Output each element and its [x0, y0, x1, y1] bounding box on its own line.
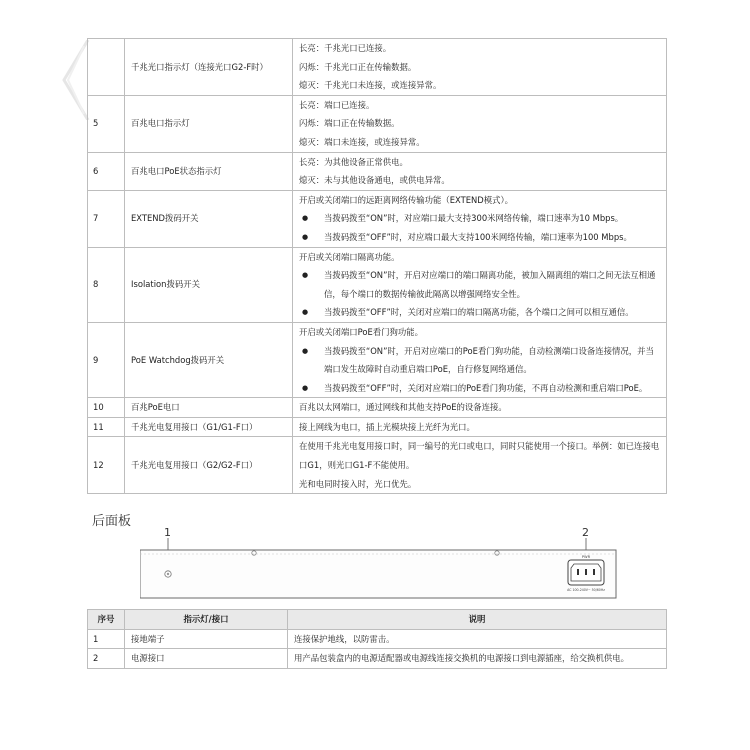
bullet-icon: ● — [302, 232, 309, 241]
header-desc: 说明 — [288, 610, 667, 630]
bullet-text: 当拨码拨至“ON”时，开启对应端口的PoE看门狗功能，自动检测端口设备连接情况，并当端口发生故障时自动重启端口PoE，自行修复网络通信。 — [324, 345, 654, 375]
row-number: 7 — [88, 190, 125, 247]
table-row — [88, 417, 667, 437]
row-description: 连接保护地线，以防雷击。 — [288, 629, 667, 649]
bullet-icon: ● — [302, 383, 309, 392]
row-number: 2 — [88, 649, 125, 669]
row-number: 6 — [88, 152, 125, 190]
bullet-text: 当拨码拨至“OFF”时，关闭对应端口的端口隔离功能，各个端口之间可以相互通信。 — [324, 307, 634, 318]
indicator-table — [87, 38, 667, 494]
row-name: 电源接口 — [125, 649, 288, 669]
row-description — [293, 39, 667, 96]
row-description — [293, 417, 667, 437]
description-intro: 开启或关闭端口隔离功能。 — [299, 251, 400, 262]
row-name: 千兆光口指示灯（连接光口G2-F时） — [125, 39, 293, 96]
row-name: 千兆光电复用接口（G2/G2-F口） — [125, 437, 293, 494]
row-description — [293, 152, 667, 190]
row-name: 接地端子 — [125, 629, 288, 649]
row-description — [293, 190, 667, 247]
row-name: Isolation拨码开关 — [125, 247, 293, 322]
row-description — [293, 437, 667, 494]
section-title-rear-panel: 后面板 — [92, 514, 132, 529]
callout-2: 2 — [582, 526, 589, 539]
row-name: EXTEND拨码开关 — [125, 190, 293, 247]
description-line: 光和电同时接入时，光口优先。 — [299, 478, 417, 489]
bullet-icon: ● — [302, 214, 309, 223]
table-row — [88, 247, 667, 322]
bullet-item — [299, 228, 660, 247]
row-number: 10 — [88, 398, 125, 418]
power-socket-icon — [568, 560, 604, 585]
page-fold-decoration — [58, 40, 90, 120]
row-description — [293, 398, 667, 418]
bullet-text: 当拨码拨至“OFF”时，对应端口最大支持100米网络传输，端口速率为100 Mbps。 — [324, 231, 632, 242]
description-line: 在使用千兆光电复用接口时，同一编号的光口或电口，同时只能使用一个接口。举例：如已连接电口G1，则光口G1-F不能使用。 — [299, 441, 660, 471]
description-intro: 开启或关闭端口PoE看门狗功能。 — [299, 326, 424, 337]
description-line: 长亮：千兆光口已连接。 — [299, 43, 392, 53]
table-row — [88, 152, 667, 190]
table-row — [88, 322, 667, 397]
row-number: 11 — [88, 417, 125, 437]
row-description — [293, 95, 667, 152]
description-line: 长亮：为其他设备正常供电。 — [299, 156, 408, 167]
description-line: 熄灭：端口未连接，或连接异常。 — [299, 136, 425, 147]
description-line: 熄灭：未与其他设备通电，或供电异常。 — [299, 175, 450, 186]
description-line: 闪烁：端口正在传输数据。 — [299, 118, 400, 129]
description-line: 接上网线为电口，插上光模块接上光纤为光口。 — [299, 421, 475, 432]
row-name: 千兆光电复用接口（G1/G1-F口） — [125, 417, 293, 437]
description-line: 闪烁：千兆光口正在传输数据。 — [299, 61, 417, 72]
description-line: 百兆以太网端口，通过网线和其他支持PoE的设备连接。 — [299, 402, 507, 413]
description-line: 长亮：端口已连接。 — [299, 99, 375, 110]
table-row — [88, 398, 667, 418]
description-line: 熄灭：千兆光口未连接，或连接异常。 — [299, 80, 442, 91]
row-name: PoE Watchdog拨码开关 — [125, 322, 293, 397]
row-name: 百兆电口指示灯 — [125, 95, 293, 152]
bullet-item — [299, 303, 660, 322]
callout-1: 1 — [164, 526, 171, 539]
row-description: 用产品包装盒内的电源适配器或电源线连接交换机的电源接口到电源插座，给交换机供电。 — [288, 649, 667, 669]
bullet-icon: ● — [302, 271, 309, 280]
table-row — [88, 629, 667, 649]
row-number: 5 — [88, 95, 125, 152]
table-row — [88, 190, 667, 247]
table-row — [88, 649, 667, 669]
row-description — [293, 247, 667, 322]
row-number: 8 — [88, 247, 125, 322]
row-name: 百兆电口PoE状态指示灯 — [125, 152, 293, 190]
row-name: 百兆PoE电口 — [125, 398, 293, 418]
bullet-text: 当拨码拨至“ON”时，开启对应端口的端口隔离功能，被加入隔离组的端口之间无法互相通信，每个端口的数据传输彼此隔离以增强网络安全性。 — [324, 270, 656, 299]
bullet-text: 当拨码拨至“ON”时，对应端口最大支持300米网络传输，端口速率为10 Mbps。 — [324, 213, 624, 224]
pwr-label: PWR — [581, 555, 591, 559]
table-row — [88, 95, 667, 152]
row-number: 1 — [88, 629, 125, 649]
bullet-icon: ● — [302, 346, 309, 355]
bullet-icon: ● — [302, 308, 309, 317]
row-number: 9 — [88, 322, 125, 397]
row-number — [88, 39, 125, 96]
row-number: 12 — [88, 437, 125, 494]
bullet-item — [299, 342, 660, 379]
header-no: 序号 — [88, 610, 125, 630]
header-name: 指示灯/接口 — [125, 610, 288, 630]
description-intro: 开启或关闭端口的远距离网络传输功能（EXTEND模式）。 — [299, 194, 514, 205]
bullet-item — [299, 266, 660, 303]
power-rating-label: AC 100-240V~ 50/60Hz — [567, 588, 605, 592]
rear-panel-table — [87, 609, 667, 669]
table-row — [88, 437, 667, 494]
table-row — [88, 39, 667, 96]
rear-panel-illustration — [140, 530, 620, 600]
bullet-text: 当拨码拨至“OFF”时，关闭对应端口的PoE看门狗功能，不再自动检测和重启端口PoE。 — [324, 382, 648, 393]
bullet-item — [299, 209, 660, 228]
row-description — [293, 322, 667, 397]
bullet-item — [299, 379, 660, 398]
